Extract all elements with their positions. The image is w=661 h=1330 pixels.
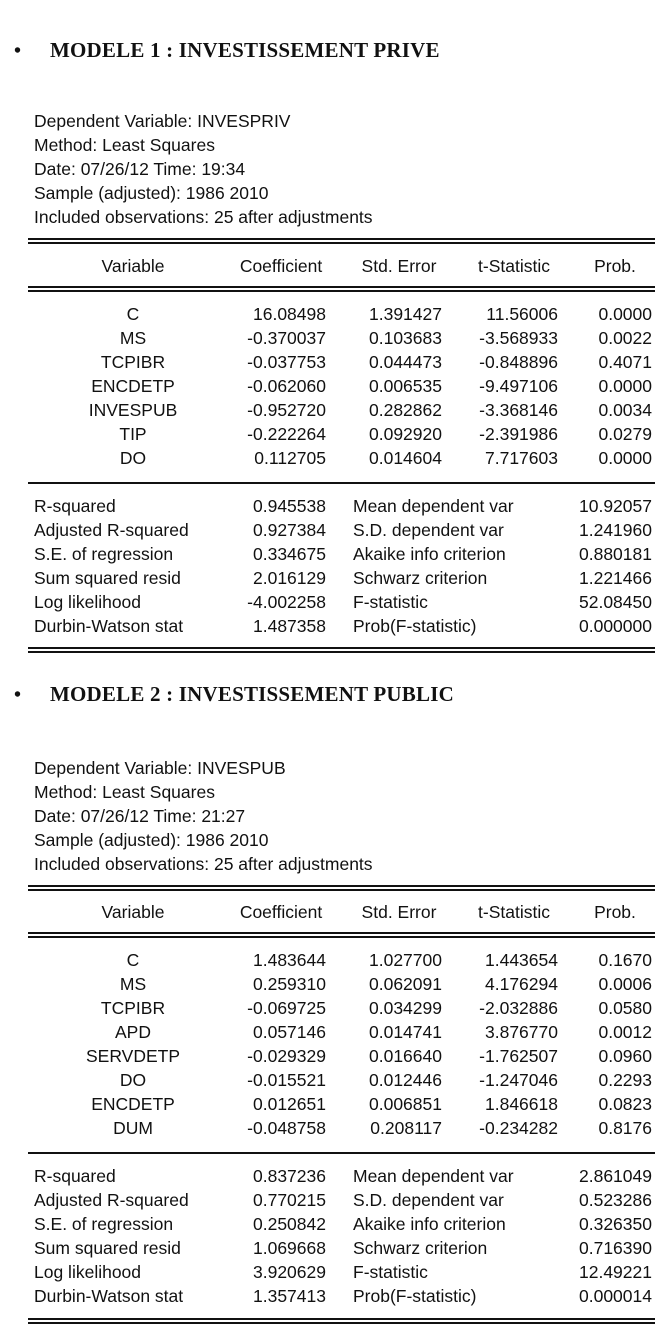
stat-label: S.E. of regression: [34, 544, 174, 564]
table-cell: TIP: [119, 424, 147, 444]
table-cell: -0.029329: [247, 1046, 326, 1066]
stat-label: Adjusted R-squared: [34, 1190, 189, 1210]
table-cell: 0.0000: [598, 304, 652, 324]
single-rule: [28, 1152, 655, 1154]
column-header: Variable: [101, 902, 165, 922]
table-cell: APD: [115, 1022, 151, 1042]
stat-value: 1.357413: [253, 1286, 326, 1306]
stat-label: Mean dependent var: [353, 496, 514, 516]
stat-label: Schwarz criterion: [353, 568, 488, 588]
table-cell: 0.0022: [598, 328, 652, 348]
table-cell: 0.0034: [598, 400, 652, 420]
table-cell: -0.370037: [247, 328, 326, 348]
bullet-icon: •: [14, 40, 22, 62]
table-cell: 0.0012: [598, 1022, 652, 1042]
stat-value: 0.927384: [253, 520, 326, 540]
single-rule: [28, 482, 655, 484]
table-cell: -9.497106: [479, 376, 558, 396]
table-cell: -1.247046: [479, 1070, 558, 1090]
header-line: Included observations: 25 after adjustments: [34, 207, 373, 227]
double-rule: [28, 932, 655, 938]
stat-value: 0.326350: [579, 1214, 652, 1234]
column-header: Prob.: [594, 902, 636, 922]
header-line: Dependent Variable: INVESPUB: [34, 758, 286, 778]
table-cell: 0.0006: [598, 974, 652, 994]
header-line: Included observations: 25 after adjustments: [34, 854, 373, 874]
stat-label: Adjusted R-squared: [34, 520, 189, 540]
stat-value: 2.861049: [579, 1166, 652, 1186]
header-line: Date: 07/26/12 Time: 21:27: [34, 806, 246, 826]
table-cell: 0.8176: [598, 1118, 652, 1138]
header-line: Date: 07/26/12 Time: 19:34: [34, 159, 246, 179]
table-cell: -0.952720: [247, 400, 326, 420]
table-cell: 0.057146: [253, 1022, 326, 1042]
table-cell: MS: [119, 974, 147, 994]
double-rule: [28, 647, 655, 653]
header-line: Method: Least Squares: [34, 135, 215, 155]
table-cell: 4.176294: [485, 974, 558, 994]
table-cell: -0.222264: [247, 424, 326, 444]
stat-value: 0.000014: [579, 1286, 652, 1306]
header-line: Dependent Variable: INVESPRIV: [34, 111, 291, 131]
stat-label: Akaike info criterion: [353, 544, 506, 564]
stat-value: 0.880181: [579, 544, 652, 564]
stat-label: Prob(F-statistic): [353, 1286, 477, 1306]
table-cell: -3.368146: [479, 400, 558, 420]
table-cell: 0.014741: [369, 1022, 442, 1042]
table-cell: 11.56006: [486, 304, 558, 324]
double-rule: [28, 286, 655, 292]
table-cell: 1.483644: [253, 950, 326, 970]
stat-value: 1.069668: [253, 1238, 326, 1258]
table-cell: 0.0823: [598, 1094, 652, 1114]
table-cell: DUM: [113, 1118, 153, 1138]
stat-label: Schwarz criterion: [353, 1238, 488, 1258]
table-cell: SERVDETP: [85, 1046, 180, 1066]
table-cell: 7.717603: [485, 448, 558, 468]
stat-value: 0.523286: [579, 1190, 652, 1210]
column-header: Std. Error: [361, 902, 437, 922]
table-cell: MS: [119, 328, 147, 348]
table-cell: 0.034299: [369, 998, 442, 1018]
table-cell: 0.0580: [598, 998, 652, 1018]
column-header: t-Statistic: [478, 902, 550, 922]
table-cell: 0.103683: [369, 328, 442, 348]
column-header: Coefficient: [239, 902, 323, 922]
stat-label: S.D. dependent var: [353, 520, 504, 540]
table-cell: ENCDETP: [91, 376, 175, 396]
table-cell: 0.0000: [598, 376, 652, 396]
table-cell: 0.0960: [598, 1046, 652, 1066]
bullet-icon: •: [14, 684, 22, 706]
column-header: Std. Error: [361, 256, 437, 276]
stat-value: 2.016129: [253, 568, 326, 588]
stat-label: R-squared: [34, 1166, 116, 1186]
table-cell: 1.391427: [369, 304, 442, 324]
table-cell: 0.016640: [369, 1046, 442, 1066]
table-cell: 0.208117: [370, 1118, 442, 1138]
stat-value: 0.334675: [253, 544, 326, 564]
model-2-title: • MODELE 2 : INVESTISSEMENT PUBLIC: [14, 682, 454, 706]
stat-label: Sum squared resid: [34, 568, 181, 588]
table-cell: -3.568933: [479, 328, 558, 348]
stat-label: S.E. of regression: [34, 1214, 174, 1234]
table-cell: INVESPUB: [88, 400, 178, 420]
table-cell: -2.391986: [479, 424, 558, 444]
stat-label: Sum squared resid: [34, 1238, 181, 1258]
stat-value: 1.221466: [579, 568, 652, 588]
stat-label: F-statistic: [353, 1262, 428, 1282]
table-cell: 0.006851: [369, 1094, 442, 1114]
table-cell: 0.044473: [369, 352, 442, 372]
header-line: Sample (adjusted): 1986 2010: [34, 830, 269, 850]
table-cell: 0.014604: [369, 448, 442, 468]
column-header: Coefficient: [239, 256, 323, 276]
table-cell: DO: [119, 1070, 147, 1090]
table-cell: ENCDETP: [91, 1094, 175, 1114]
table-cell: 0.2293: [598, 1070, 652, 1090]
table-cell: 0.282862: [369, 400, 442, 420]
table-cell: -0.069725: [247, 998, 326, 1018]
double-rule: [28, 238, 655, 244]
table-cell: C: [126, 304, 140, 324]
stat-label: R-squared: [34, 496, 116, 516]
table-cell: -0.015521: [247, 1070, 326, 1090]
stat-value: 3.920629: [253, 1262, 326, 1282]
table-cell: C: [126, 950, 140, 970]
stat-value: 0.716390: [579, 1238, 652, 1258]
table-cell: 0.4071: [598, 352, 652, 372]
table-cell: -2.032886: [479, 998, 558, 1018]
table-cell: DO: [119, 448, 147, 468]
stat-value: 10.92057: [579, 496, 652, 516]
stat-value: -4.002258: [247, 592, 326, 612]
table-cell: -0.062060: [247, 376, 326, 396]
table-cell: -0.048758: [247, 1118, 326, 1138]
table-cell: 1.027700: [369, 950, 442, 970]
table-cell: 0.006535: [369, 376, 442, 396]
table-cell: 1.846618: [485, 1094, 558, 1114]
double-rule: [28, 885, 655, 891]
table-cell: 1.443654: [485, 950, 558, 970]
stat-value: 0.770215: [253, 1190, 326, 1210]
stat-label: F-statistic: [353, 592, 428, 612]
table-cell: -0.848896: [479, 352, 558, 372]
double-rule: [28, 1318, 655, 1324]
stat-label: Durbin-Watson stat: [34, 616, 184, 636]
table-cell: 0.012651: [253, 1094, 326, 1114]
table-cell: 0.012446: [369, 1070, 442, 1090]
table-cell: 0.0279: [598, 424, 652, 444]
table-cell: -1.762507: [479, 1046, 558, 1066]
stat-value: 12.49221: [579, 1262, 652, 1282]
column-header: Variable: [101, 256, 165, 276]
table-cell: 16.08498: [253, 304, 326, 324]
stat-label: S.D. dependent var: [353, 1190, 504, 1210]
table-cell: -0.234282: [479, 1118, 558, 1138]
table-cell: 3.876770: [485, 1022, 558, 1042]
stat-value: 1.241960: [579, 520, 652, 540]
table-cell: 0.062091: [369, 974, 442, 994]
table-cell: TCPIBR: [100, 352, 166, 372]
stat-value: 0.945538: [253, 496, 326, 516]
table-cell: 0.112705: [254, 448, 326, 468]
stat-value: 52.08450: [579, 592, 652, 612]
stat-label: Durbin-Watson stat: [34, 1286, 184, 1306]
stat-value: 0.000000: [579, 616, 652, 636]
stat-value: 0.250842: [253, 1214, 326, 1234]
table-cell: 0.1670: [598, 950, 652, 970]
stat-label: Log likelihood: [34, 1262, 142, 1282]
model-1-title: • MODELE 1 : INVESTISSEMENT PRIVE: [14, 38, 440, 62]
table-cell: 0.0000: [598, 448, 652, 468]
table-cell: TCPIBR: [100, 998, 166, 1018]
stat-value: 0.837236: [253, 1166, 326, 1186]
stat-label: Log likelihood: [34, 592, 142, 612]
column-header: t-Statistic: [478, 256, 550, 276]
stat-label: Akaike info criterion: [353, 1214, 506, 1234]
table-cell: -0.037753: [247, 352, 326, 372]
stat-value: 1.487358: [253, 616, 326, 636]
stat-label: Mean dependent var: [353, 1166, 514, 1186]
header-line: Method: Least Squares: [34, 782, 215, 802]
header-line: Sample (adjusted): 1986 2010: [34, 183, 269, 203]
stat-label: Prob(F-statistic): [353, 616, 477, 636]
table-cell: 0.259310: [253, 974, 326, 994]
column-header: Prob.: [594, 256, 636, 276]
table-cell: 0.092920: [369, 424, 442, 444]
